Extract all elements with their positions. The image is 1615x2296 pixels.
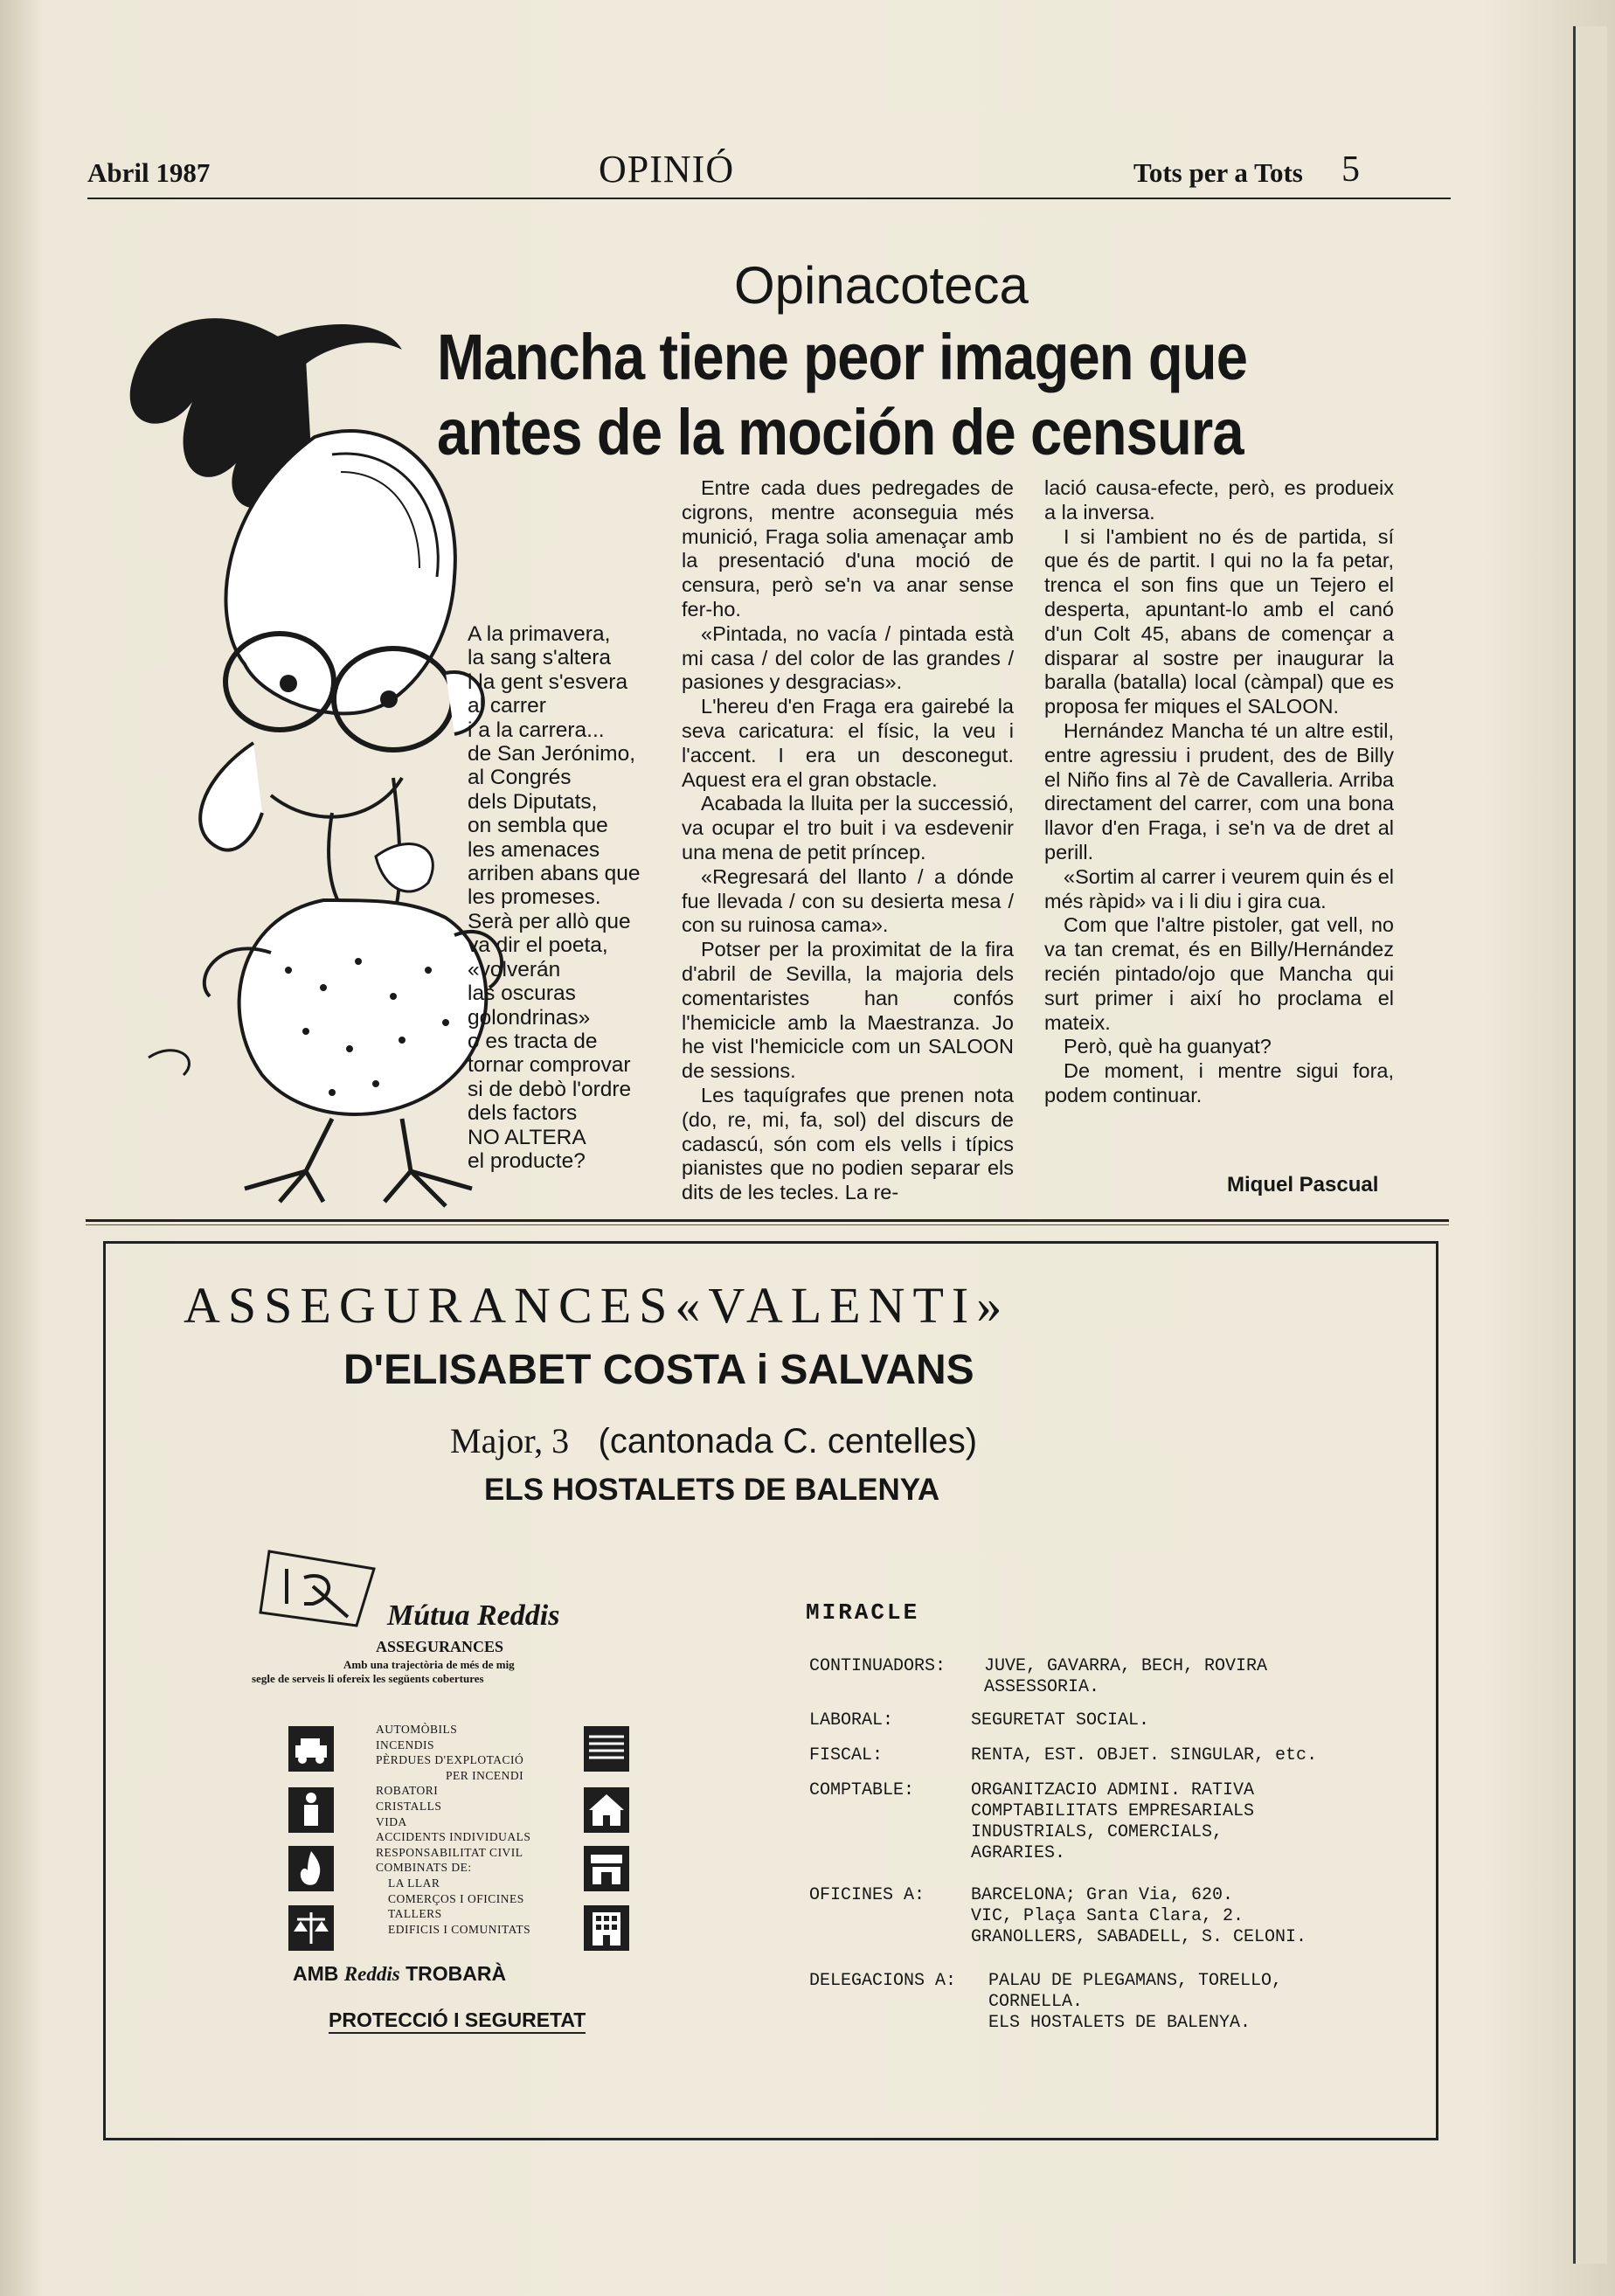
poem-line: on sembla que (468, 814, 608, 838)
service-value: JUVE, GAVARRA, BECH, ROVIRA (984, 1656, 1268, 1676)
ad-corner: (cantonada C. centelles) (598, 1422, 978, 1460)
paragraph: «Regresará del llanto / a dónde fue llevada / con su desierta mesa / con su ruinosa cama». (682, 864, 1014, 937)
coverage-item: LA LLAR (388, 1876, 440, 1890)
paragraph: lació causa-efecte, però, es produeix a la inversa. (1044, 476, 1394, 524)
slogan-brand: Reddis (343, 1963, 400, 1985)
service-value: BARCELONA; Gran Via, 620. (971, 1885, 1234, 1905)
poem-line: i la gent s'esvera (468, 669, 628, 694)
headline-line-1: Mancha tiene peor imagen que (437, 321, 1248, 393)
paragraph: Potser per la proximitat de la fira d'abril de Sevilla, la majoria dels comentaristes han confós l'hemicicle amb la Maestranza. Jo he vist l'hemicicle com un SALOON de sessions. (682, 938, 1014, 1083)
article-byline: Miquel Pascual (1227, 1173, 1379, 1197)
mutua-brand-name: Mútua Reddis (387, 1599, 560, 1632)
service-value: SEGURETAT SOCIAL. (971, 1710, 1150, 1731)
service-label: FISCAL: (809, 1745, 884, 1765)
ad-title: ASSEGURANCES«VALENTI» (184, 1277, 1010, 1334)
section-title: OPINIÓ (599, 148, 735, 191)
service-value: COMPTABILITATS EMPRESARIALS (971, 1801, 1255, 1821)
article-headline (437, 320, 1306, 470)
article-column-2 (1044, 476, 1394, 1108)
poem-line: si de debò l'ordre (468, 1077, 632, 1101)
service-value: ORGANITZACIO ADMINI. RATIVA (971, 1780, 1255, 1800)
mutua-slogan (293, 1962, 506, 1986)
ad-address (450, 1420, 977, 1461)
service-value: AGRARIES. (971, 1843, 1066, 1863)
service-value: CORNELLA. (988, 1992, 1084, 2012)
poem-line: dels factors (468, 1101, 578, 1126)
shop-icon (584, 1846, 629, 1891)
service-label: OFICINES A: (809, 1885, 925, 1905)
poem-line: les amenaces (468, 837, 600, 862)
slogan-amb: AMB (293, 1962, 339, 1985)
service-value: PALAU DE PLEGAMANS, TORELLO, (988, 1971, 1283, 1991)
poem-line: las oscuras (468, 982, 576, 1006)
poem-line: dels Diputats, (468, 789, 598, 814)
poem-line: les promeses. (468, 885, 601, 910)
paragraph: De moment, i mentre sigui fora, podem continuar. (1044, 1059, 1394, 1106)
miracle-heading: MIRACLE (806, 1599, 920, 1626)
service-label: COMPTABLE: (809, 1780, 915, 1800)
paragraph: «Pintada, no vacía / pintada està mi casa / del color de las grandes / pasiones y desgracias». (682, 621, 1014, 694)
poem-line: o es tracta de (468, 1029, 598, 1053)
coverage-item: CRISTALLS (376, 1799, 442, 1813)
poem-line: NO ALTERA (468, 1125, 586, 1149)
poem-line: de San Jerónimo, (468, 742, 636, 766)
service-value: ELS HOSTALETS DE BALENYA. (988, 2013, 1251, 2033)
car-icon (288, 1726, 334, 1772)
poem-line: «volverán (468, 957, 561, 982)
paragraph: Però, què ha guanyat? (1064, 1035, 1272, 1058)
poem-line: el producte? (468, 1148, 586, 1173)
caricature-illustration (114, 288, 516, 1215)
mutua-tagline: segle de serveis li ofereix les següents cobertures (252, 1672, 484, 1685)
page-number: 5 (1341, 149, 1360, 190)
scales-icon (288, 1905, 334, 1951)
poem-line: Serà per allò que (468, 909, 631, 933)
mutua-reddis-logo (252, 1543, 387, 1630)
mutua-tagline: Amb una trajectòria de més de mig (343, 1658, 515, 1671)
paragraph: Entre cada dues pedregades de cigrons, mentre aconseguia més munició, Fraga solia amenaçar amb la presentació d'una moció de censura, però se'n va anar sense fer-ho. (682, 476, 1014, 621)
paragraph: L'hereu d'en Fraga era gairebé la seva caricatura: el físic, la veu i l'accent. I era un desconegut. Aquest era el gran obstacle. (682, 695, 1014, 791)
coverage-item: TALLERS (388, 1907, 442, 1921)
coverage-item: EDIFICIS I COMUNITATS (388, 1922, 531, 1936)
person-icon (288, 1787, 334, 1833)
coverage-item: ACCIDENTS INDIVIDUALS (376, 1830, 531, 1844)
publication-name: Tots per a Tots (1133, 157, 1303, 188)
coverage-item: AUTOMÒBILS (376, 1723, 458, 1736)
service-value: VIC, Plaça Santa Clara, 2. (971, 1906, 1244, 1926)
coverage-item: COMBINATS DE: (376, 1861, 472, 1875)
article-kicker: Opinacoteca (734, 256, 1029, 315)
building-icon (584, 1905, 629, 1951)
service-label: CONTINUADORS: (809, 1656, 946, 1676)
coverage-item: PÈRDUES D'EXPLOTACIÓ (376, 1753, 524, 1767)
poem-line: i a la carrera... (468, 718, 605, 742)
page-edge (1573, 26, 1607, 2264)
poem-line: golondrinas» (468, 1005, 591, 1030)
service-value: RENTA, EST. OBJET. SINGULAR, etc. (971, 1745, 1318, 1765)
service-value: GRANOLLERS, SABADELL, S. CELONI. (971, 1927, 1307, 1947)
section-separator (86, 1219, 1449, 1222)
ad-town: ELS HOSTALETS DE BALENYA (484, 1473, 940, 1507)
mutua-subtitle: ASSEGURANCES (376, 1638, 504, 1655)
service-label: LABORAL: (809, 1710, 894, 1731)
paragraph: Les taquígrafes que prenen nota (do, re, mi, fa, sol) del discurs de cadascú, són com els vells i típics pianistes que no podien separar els dits de les tecles. La re- (682, 1083, 1014, 1204)
ad-street: Major, 3 (450, 1421, 570, 1460)
mutua-protection: PROTECCIÓ I SEGURETAT (329, 2008, 586, 2034)
paragraph: Hernández Mancha té un altre estil, entre agressiu i prudent, des de Billy el Niño fins al 7è de Cavalleria. Arriba directament del carrer, com una bona llavor d'en Fraga, i se'n va de dret al perill. (1044, 718, 1394, 864)
paragraph: Acabada la lluita per la successió, va ocupar el tro buit i va esdevenir una mena de petit príncep. (682, 792, 1014, 864)
coverage-item: VIDA (376, 1814, 407, 1828)
coverage-item: INCENDIS (376, 1738, 434, 1751)
paragraph: Com que l'altre pistoler, gat vell, no va tan cremat, és en Billy/Hernández recién pintado/ojo que Mancha qui surt primer i així ho proclama el mateix. (1044, 913, 1394, 1034)
section-separator-thin (86, 1224, 1449, 1225)
poem-line: va dir el poeta, (468, 933, 608, 958)
poem-sidebar (468, 622, 686, 1173)
poem-line: al carrer (468, 694, 546, 718)
headline-line-2: antes de la moción de censura (437, 396, 1244, 468)
ad-owner: D'ELISABET COSTA i SALVANS (343, 1347, 974, 1393)
fire-icon (288, 1846, 334, 1891)
header-rule (87, 198, 1451, 199)
service-value: ASSESSORIA. (984, 1677, 1100, 1697)
poem-line: A la primavera, (468, 622, 611, 646)
coverage-item: COMERÇOS I OFICINES (388, 1891, 524, 1905)
service-label: DELEGACIONS A: (809, 1971, 957, 1991)
coverage-item: PER INCENDI (446, 1768, 524, 1782)
window-glass-icon (584, 1726, 629, 1772)
issue-date: Abril 1987 (87, 157, 211, 188)
house-icon (584, 1787, 629, 1833)
coverage-list (376, 1722, 530, 1937)
poem-line: tornar comprovar (468, 1053, 631, 1078)
coverage-item: RESPONSABILITAT CIVIL (376, 1845, 523, 1859)
article-column-1 (682, 476, 1014, 1205)
poem-line: al Congrés (468, 766, 572, 790)
paragraph: «Sortim al carrer i veurem quin és el més ràpid» va i li diu i gira cua. (1044, 864, 1394, 912)
slogan-trobara: TROBARÀ (405, 1962, 507, 1985)
paragraph: I si l'ambient no és de partida, sí que és de partit. I qui no la fa petar, trenca el son fins que un Tejero el desperta, apuntant-lo amb el canó d'un Colt 45, abans de començar a disparar al sostre per inaugurar la baralla (batalla) local (càmpal) que es proposa fer miques el SALOON. (1044, 524, 1394, 718)
poem-line: la sang s'altera (468, 646, 612, 670)
service-value: INDUSTRIALS, COMERCIALS, (971, 1822, 1223, 1842)
poem-line: arriben abans que (468, 862, 641, 886)
coverage-item: ROBATORI (376, 1784, 439, 1798)
